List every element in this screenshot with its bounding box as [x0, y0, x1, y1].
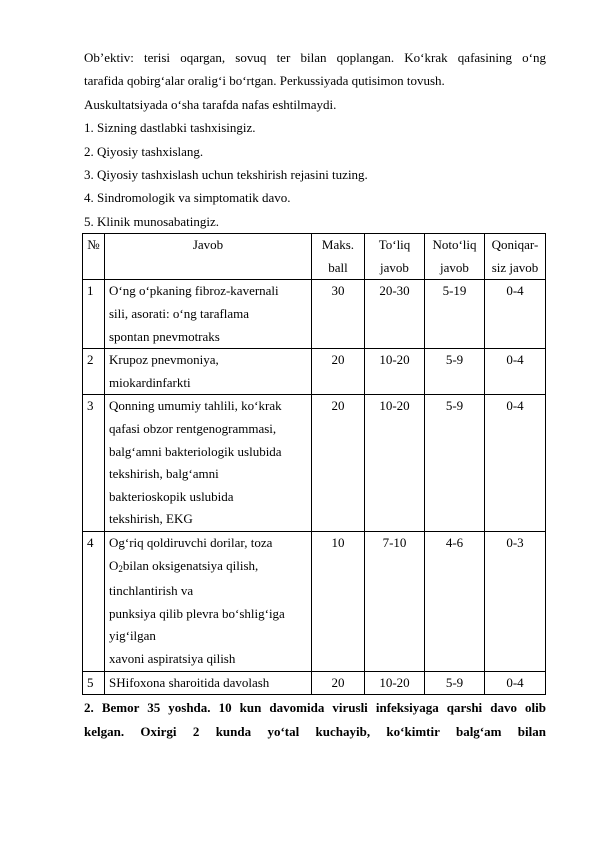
header-incomplete-answer: Noto‘liq javob: [425, 234, 485, 280]
row-incomplete-score: 5-9: [425, 671, 485, 695]
row-max-score: 20: [312, 395, 365, 532]
answer-scoring-table: [82, 233, 546, 695]
row-full-score: 7-10: [365, 531, 425, 671]
row-number: 3: [83, 395, 105, 532]
task-2: 2. Qiyosiy tashxislang.: [84, 143, 204, 159]
row-unsatisfactory-score: 0-4: [485, 671, 546, 695]
row-incomplete-score: 5-9: [425, 349, 485, 395]
row-number: 4: [83, 531, 105, 671]
header-full-answer: To‘liq javob: [365, 234, 425, 280]
table-row: [83, 671, 546, 695]
task-1: 1. Sizning dastlabki tashxisingiz.: [84, 120, 256, 136]
row-unsatisfactory-score: 0-4: [485, 349, 546, 395]
row-full-score: 10-20: [365, 671, 425, 695]
auscultation-line: Auskultatsiyada o‘sha tarafda nafas eshtilmaydi.: [84, 96, 337, 112]
header-max-score: Maks. ball: [312, 234, 365, 280]
row-max-score: 30: [312, 280, 365, 349]
row-answer: SHifoxona sharoitida davolash: [105, 671, 312, 695]
task-4: 4. Sindromologik va simptomatik davo.: [84, 190, 291, 206]
row-answer: O‘ng o‘pkaning fibroz-kavernali sili, asorati: o‘ng taraflama spontan pnevmotraks: [105, 280, 312, 349]
row-incomplete-score: 5-19: [425, 280, 485, 349]
header-answer: Javob: [105, 234, 312, 280]
next-case-line-2: kelgan. Oxirgi 2 kunda yo‘tal kuchayib, ko‘kimtir balg‘am bilan: [84, 724, 546, 740]
objective-line-1: Ob’ektiv: terisi oqargan, sovuq ter bilan qoplangan. Ko‘krak qafasining o‘ng: [84, 50, 546, 65]
next-case-line-1: 2. Bemor 35 yoshda. 10 kun davomida virusli infeksiyaga qarshi davo olib: [84, 700, 546, 716]
task-5: 5. Klinik munosabatingiz.: [84, 213, 220, 229]
table-row: [83, 280, 546, 349]
header-unsatisfactory-answer: Qoniqar- siz javob: [485, 234, 546, 280]
task-3: 3. Qiyosiy tashxislash uchun tekshirish rejasini tuzing.: [84, 167, 368, 183]
row-full-score: 20-30: [365, 280, 425, 349]
row-incomplete-score: 5-9: [425, 395, 485, 532]
row-answer: Krupoz pnevmoniya, miokardinfarkti: [105, 349, 312, 395]
table-row: [83, 531, 546, 671]
document-page: [84, 46, 546, 744]
row-unsatisfactory-score: 0-3: [485, 531, 546, 671]
row-number: 5: [83, 671, 105, 695]
header-number: №: [83, 234, 105, 280]
oxygen-line: $O_2bilan$ oksigenatsiya qilish,: [109, 557, 259, 574]
objective-line-2: tarafida qobirg‘alar oralig‘i bo‘rtgan. Perkussiyada qutisimon tovush.: [84, 73, 445, 89]
row-answer: Qonning umumiy tahlili, ko‘krak qafasi obzor rentgenogrammasi, balg‘amni bakteriologik uslubida tekshirish, balg‘amni bakterioskopik uslubida tekshirish, EKG: [105, 395, 312, 532]
row-incomplete-score: 4-6: [425, 531, 485, 671]
row-unsatisfactory-score: 0-4: [485, 280, 546, 349]
table-row: [83, 395, 546, 532]
table-header-row: [83, 234, 546, 280]
row-full-score: 10-20: [365, 395, 425, 532]
row-full-score: 10-20: [365, 349, 425, 395]
row-max-score: 20: [312, 349, 365, 395]
row-number: 1: [83, 280, 105, 349]
row-unsatisfactory-score: 0-4: [485, 395, 546, 532]
row-max-score: 20: [312, 671, 365, 695]
row-answer: Og‘riq qoldiruvchi dorilar, toza $O_2bilan$ oksigenatsiya qilish, tinchlantirish va punksiya qilib plevra bo‘shlig‘iga yig‘ilgan xavoni aspiratsiya qilish: [105, 531, 312, 671]
row-number: 2: [83, 349, 105, 395]
row-max-score: 10: [312, 531, 365, 671]
table-row: [83, 349, 546, 395]
